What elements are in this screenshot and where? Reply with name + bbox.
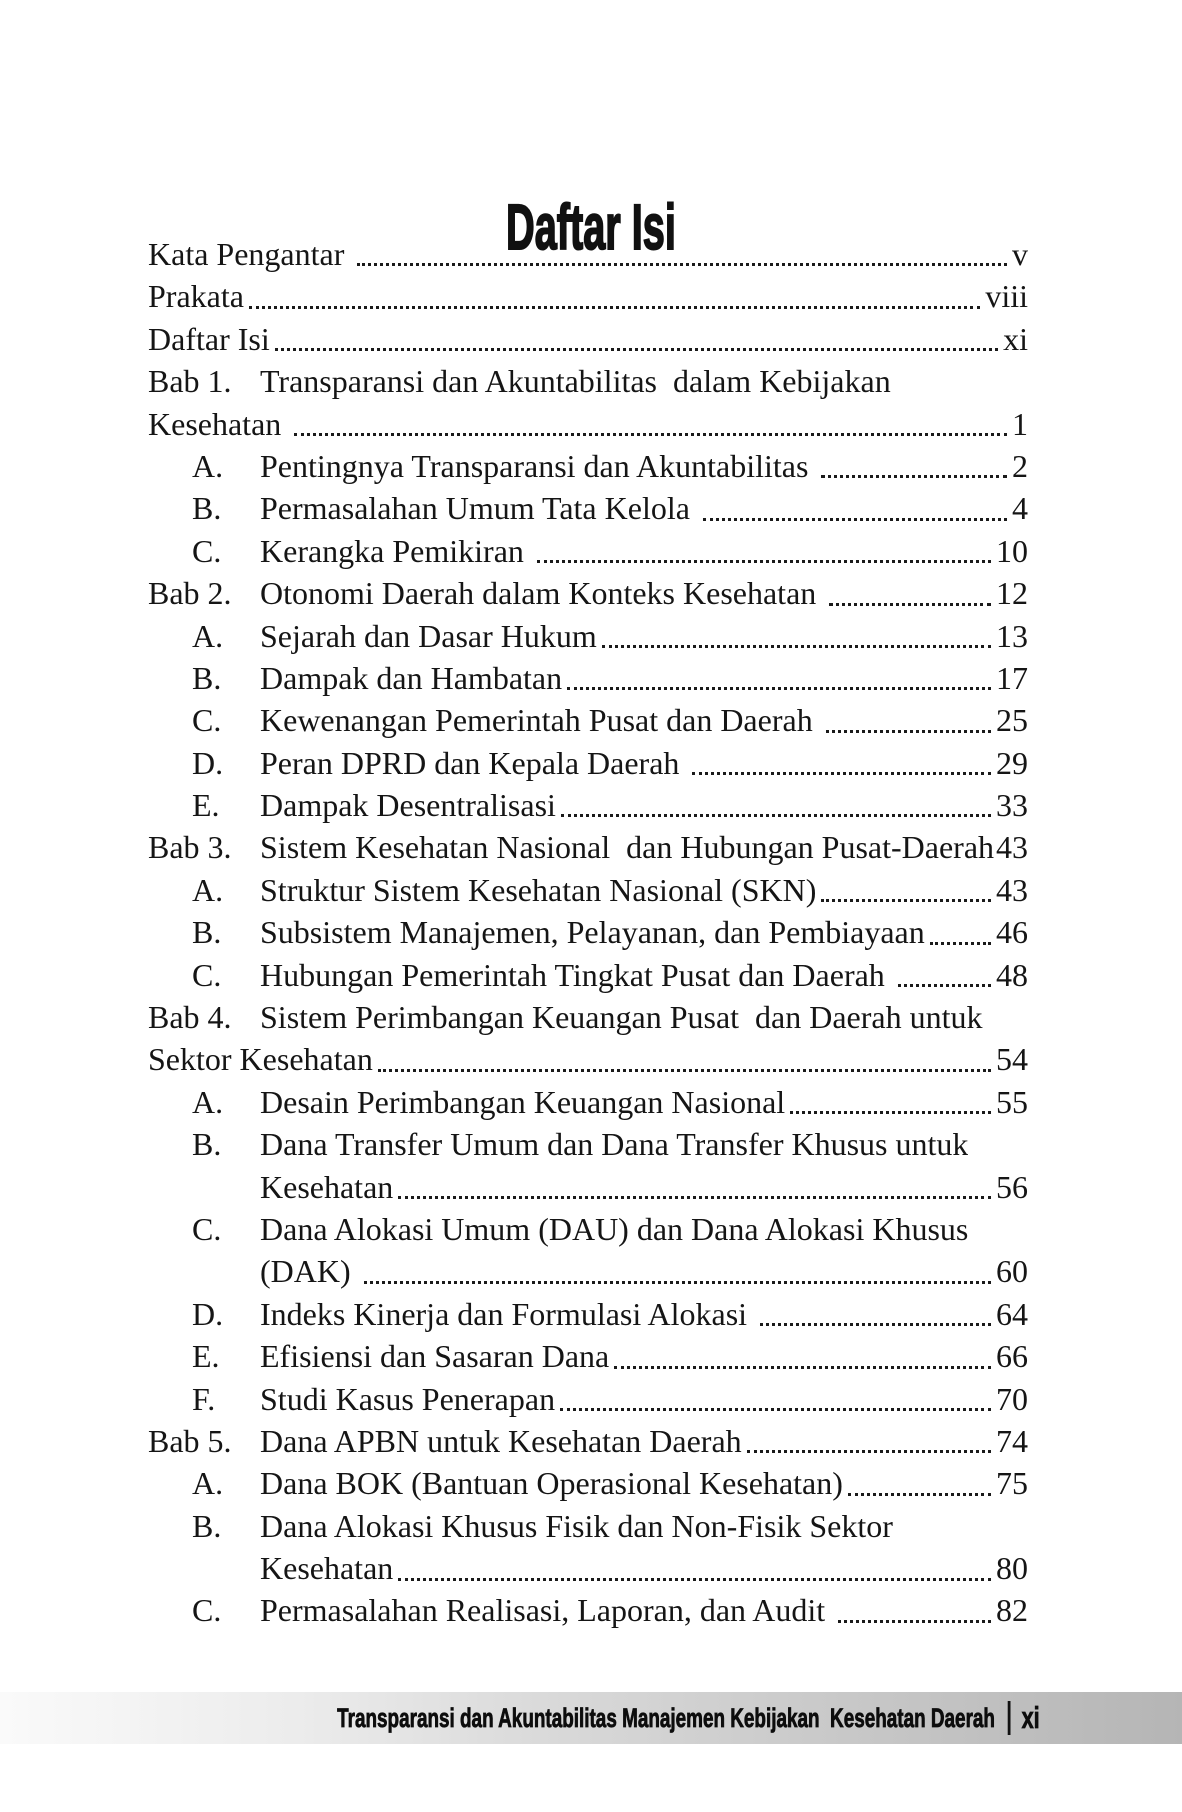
toc-entry-label: Bab 1. <box>148 363 232 400</box>
footer-page-number: xi <box>1021 1700 1040 1735</box>
dot-leader <box>249 306 980 309</box>
toc-row <box>148 445 1028 487</box>
toc-page-number: 17 <box>996 659 1028 696</box>
toc-row <box>148 1590 1028 1632</box>
toc-entry-title: Dana APBN untuk Kesehatan Daerah <box>260 1422 742 1459</box>
toc-row <box>148 954 1028 996</box>
toc-row <box>148 530 1028 572</box>
toc-row <box>148 1462 1028 1504</box>
dot-leader <box>760 1323 991 1326</box>
toc-entry-title: Sistem Kesehatan Nasional dan Hubungan Pusat-Daerah <box>260 829 995 866</box>
toc-page-number: 46 <box>996 914 1028 951</box>
toc-entry-title: Sektor Kesehatan <box>148 1041 373 1078</box>
toc-entry-title: Permasalahan Umum Tata Kelola <box>260 490 698 527</box>
toc-row <box>148 742 1028 784</box>
toc-page-number: 56 <box>996 1168 1028 1205</box>
dot-leader <box>561 814 991 817</box>
toc-entry-title: Kata Pengantar <box>148 235 353 272</box>
toc-entry-label: A. <box>192 1465 224 1502</box>
toc-entry-label: Bab 2. <box>148 575 232 612</box>
toc-page-number: 43 <box>996 871 1028 908</box>
toc-entry-label: Bab 5. <box>148 1422 232 1459</box>
toc-entry-title: Kesehatan <box>148 405 290 442</box>
toc-entry-title: Efisiensi dan Sasaran Dana <box>260 1338 610 1375</box>
toc-entry-title: Dana Alokasi Khusus Fisik dan Non-Fisik Sektor <box>260 1507 893 1544</box>
toc-row <box>148 869 1028 911</box>
toc-row <box>148 1505 1028 1547</box>
dot-leader <box>829 603 991 606</box>
footer-separator <box>1008 1701 1011 1735</box>
toc-entry-label: D. <box>192 744 224 781</box>
toc-row <box>148 699 1028 741</box>
toc-page-number: 2 <box>1012 447 1028 484</box>
toc-row <box>148 487 1028 529</box>
toc-row <box>148 572 1028 614</box>
toc-entry-title: Kesehatan <box>260 1550 394 1587</box>
toc-page-number: 64 <box>996 1295 1028 1332</box>
toc-page-number: 60 <box>996 1253 1028 1290</box>
toc-page-number: 75 <box>996 1465 1028 1502</box>
toc-row <box>148 1123 1028 1165</box>
dot-leader <box>602 645 991 648</box>
toc-page-number: 33 <box>996 787 1028 824</box>
toc-entry-title: Prakata <box>148 278 244 315</box>
toc-entry-title: Kesehatan <box>260 1168 394 1205</box>
toc-page-number: 70 <box>996 1380 1028 1417</box>
toc-entry-label: A. <box>192 871 224 908</box>
toc-row <box>148 1378 1028 1420</box>
dot-leader <box>398 1196 991 1199</box>
toc-row <box>148 318 1028 360</box>
toc-page-number: 82 <box>996 1592 1028 1629</box>
toc-page-number: xi <box>1003 320 1028 357</box>
dot-leader <box>898 984 991 987</box>
toc-row <box>148 1420 1028 1462</box>
footer-content <box>337 1700 1040 1736</box>
toc-entry-label: Bab 4. <box>148 999 232 1036</box>
toc-row <box>148 1293 1028 1335</box>
toc-entry-label: C. <box>192 1210 222 1247</box>
toc-entry-label: B. <box>192 1507 222 1544</box>
toc-entry-title: Dampak Desentralisasi <box>260 787 556 824</box>
toc-row <box>148 784 1028 826</box>
toc-row <box>148 615 1028 657</box>
toc-page-number: 43 <box>996 829 1028 866</box>
toc-entry-title: Permasalahan Realisasi, Laporan, dan Audit <box>260 1592 834 1629</box>
toc-page-number: 10 <box>996 532 1028 569</box>
dot-leader <box>692 772 991 775</box>
toc-entry-label: E. <box>192 787 220 824</box>
toc-page-number: 80 <box>996 1550 1028 1587</box>
toc-page-number: 54 <box>996 1041 1028 1078</box>
toc-entry-title: Otonomi Daerah dalam Konteks Kesehatan <box>260 575 825 612</box>
toc-entry-title: (DAK) <box>260 1253 359 1290</box>
toc-entry-label: B. <box>192 659 222 696</box>
toc-row <box>148 360 1028 402</box>
toc-entry-label: D. <box>192 1295 224 1332</box>
toc-row <box>148 1335 1028 1377</box>
toc-row <box>148 275 1028 317</box>
toc-page-number: 66 <box>996 1338 1028 1375</box>
toc-entry-label: B. <box>192 490 222 527</box>
toc-entry-label: C. <box>192 532 222 569</box>
toc-entry-label: A. <box>192 617 224 654</box>
table-of-contents <box>148 233 1028 1632</box>
dot-leader <box>838 1620 991 1623</box>
dot-leader <box>567 687 991 690</box>
toc-entry-title: Dana Transfer Umum dan Dana Transfer Khusus untuk <box>260 1126 969 1163</box>
dot-leader <box>560 1408 991 1411</box>
toc-entry-title: Sistem Perimbangan Keuangan Pusat dan Daerah untuk <box>260 999 983 1036</box>
toc-entry-title: Peran DPRD dan Kepala Daerah <box>260 744 688 781</box>
toc-row <box>148 233 1028 275</box>
dot-leader <box>821 899 991 902</box>
toc-page-number: 25 <box>996 702 1028 739</box>
dot-leader <box>790 1111 991 1114</box>
dot-leader <box>275 348 998 351</box>
toc-entry-label: A. <box>192 1083 224 1120</box>
toc-row <box>148 1166 1028 1208</box>
footer-book-title: Transparansi dan Akuntabilitas Manajemen Kebijakan Kesehatan Daerah <box>337 1702 996 1733</box>
toc-row <box>148 911 1028 953</box>
toc-row <box>148 657 1028 699</box>
toc-entry-title: Hubungan Pemerintah Tingkat Pusat dan Daerah <box>260 956 893 993</box>
toc-entry-title: Desain Perimbangan Keuangan Nasional <box>260 1083 786 1120</box>
toc-page-number: viii <box>985 278 1028 315</box>
toc-row <box>148 1547 1028 1589</box>
toc-entry-label: B. <box>192 1126 222 1163</box>
toc-entry-label: C. <box>192 702 222 739</box>
toc-page-number: 4 <box>1012 490 1028 527</box>
toc-page-number: 29 <box>996 744 1028 781</box>
toc-entry-label: C. <box>192 956 222 993</box>
toc-entry-title: Dana Alokasi Umum (DAU) dan Dana Alokasi Khusus <box>260 1210 969 1247</box>
dot-leader <box>537 560 991 563</box>
toc-entry-title: Kerangka Pemikiran <box>260 532 532 569</box>
toc-entry-title: Struktur Sistem Kesehatan Nasional (SKN) <box>260 871 817 908</box>
dot-leader <box>357 263 1007 266</box>
toc-page-number: 55 <box>996 1083 1028 1120</box>
toc-entry-label: Bab 3. <box>148 829 232 866</box>
toc-entry-title: Sejarah dan Dasar Hukum <box>260 617 597 654</box>
toc-row <box>148 1208 1028 1250</box>
toc-entry-title: Studi Kasus Penerapan <box>260 1380 556 1417</box>
dot-leader <box>703 518 1007 521</box>
dot-leader <box>821 475 1007 478</box>
toc-row <box>148 403 1028 445</box>
dot-leader <box>398 1578 991 1581</box>
toc-row <box>148 1250 1028 1292</box>
toc-page-number: v <box>1012 235 1028 272</box>
toc-page-number: 74 <box>996 1422 1028 1459</box>
dot-leader <box>747 1450 991 1453</box>
toc-row <box>148 1038 1028 1080</box>
dot-leader <box>378 1069 991 1072</box>
toc-entry-title: Pentingnya Transparansi dan Akuntabilitas <box>260 447 817 484</box>
toc-entry-label: E. <box>192 1338 220 1375</box>
dot-leader <box>294 433 1007 436</box>
toc-entry-title: Indeks Kinerja dan Formulasi Alokasi <box>260 1295 756 1332</box>
dot-leader <box>614 1366 991 1369</box>
toc-page-number: 12 <box>996 575 1028 612</box>
toc-entry-title: Daftar Isi <box>148 320 270 357</box>
dot-leader <box>930 942 991 945</box>
toc-row <box>148 1081 1028 1123</box>
toc-entry-label: F. <box>192 1380 216 1417</box>
toc-entry-title: Dampak dan Hambatan <box>260 659 563 696</box>
toc-entry-title: Kewenangan Pemerintah Pusat dan Daerah <box>260 702 821 739</box>
toc-entry-label: C. <box>192 1592 222 1629</box>
toc-entry-title: Dana BOK (Bantuan Operasional Kesehatan) <box>260 1465 843 1502</box>
toc-entry-label: A. <box>192 447 224 484</box>
toc-page-number: 1 <box>1012 405 1028 442</box>
toc-row <box>148 996 1028 1038</box>
toc-entry-label: B. <box>192 914 222 951</box>
dot-leader <box>364 1281 991 1284</box>
toc-entry-title: Transparansi dan Akuntabilitas dalam Kebijakan <box>260 363 891 400</box>
page-title-text: Daftar Isi <box>506 190 676 263</box>
toc-row <box>148 826 1028 868</box>
toc-page-number: 48 <box>996 956 1028 993</box>
dot-leader <box>826 730 991 733</box>
dot-leader <box>848 1493 991 1496</box>
toc-entry-title: Subsistem Manajemen, Pelayanan, dan Pembiayaan <box>260 914 925 951</box>
footer-bar <box>0 1692 1182 1744</box>
toc-page-number: 13 <box>996 617 1028 654</box>
